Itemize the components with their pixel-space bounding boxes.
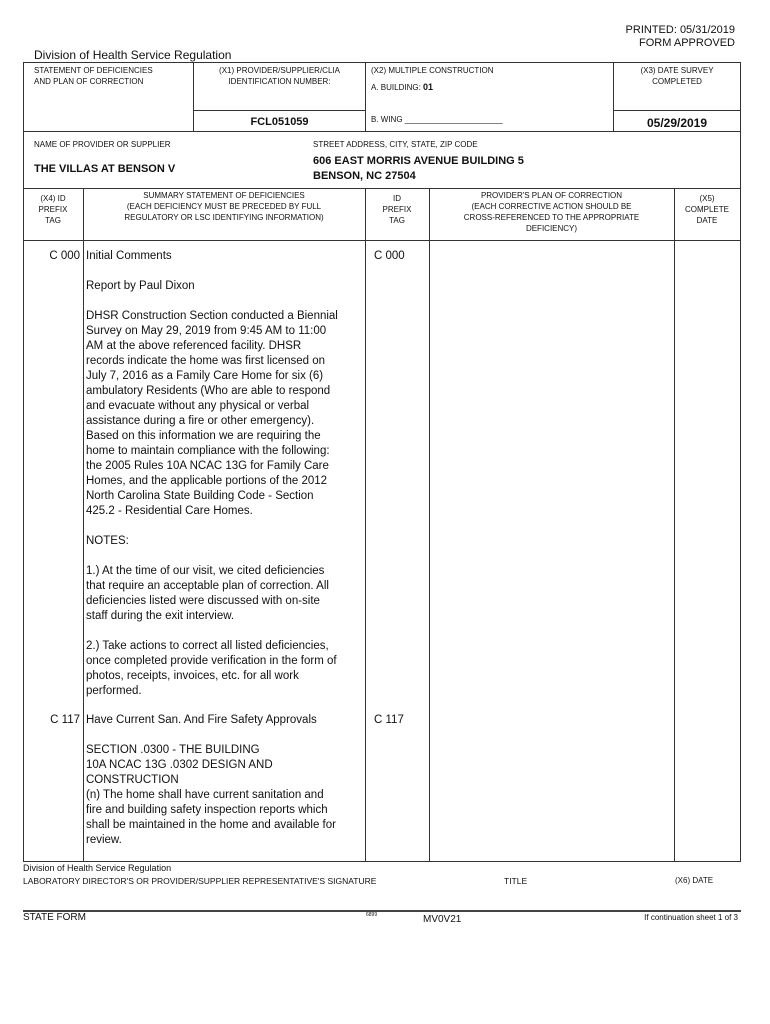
divider [614,110,740,111]
form-approved: FORM APPROVED [639,37,735,49]
agency-title: Division of Health Service Regulation [34,48,232,62]
divider [23,188,741,189]
state-form: STATE FORM [23,912,86,923]
divider [365,188,366,862]
entry-id-tag: C 000 [374,250,405,262]
address-label: STREET ADDRESS, CITY, STATE, ZIP CODE [313,140,478,149]
footer-agency: Division of Health Service Regulation [23,863,172,873]
divider [194,110,365,111]
entry-id-tag: C 117 [374,714,404,726]
entry-paragraph: 2.) Take actions to correct all listed deficiencies, once completed provide verification in the form of photos, receipts, invoices, etc. for all work performed. [86,640,337,697]
continuation-sheet: If continuation sheet 1 of 3 [644,913,738,922]
entry-paragraph: 1.) At the time of our visit, we cited deficiencies that require an acceptable plan of correction. All deficiencies listed were discussed with on-site staff during the exit interview. [86,565,329,622]
printed-date: PRINTED: 05/31/2019 [625,24,735,36]
col-x5-header: (X5) COMPLETE DATE [684,194,729,225]
title-label: TITLE [504,876,528,886]
x6-date-label: (X6) DATE [675,876,714,885]
x3-value: 05/29/2019 [646,116,708,130]
frame-left [23,62,24,862]
entry-tag: C 000 [49,250,80,262]
frame-right [740,62,741,862]
col-x4-header: (X4) ID PREFIX TAG [38,194,68,225]
building-value: 01 [423,82,434,92]
x1-label: (X1) PROVIDER/SUPPLIER/CLIA IDENTIFICATION NUMBER: [219,66,340,86]
entry-body [86,249,364,714]
entry-title: Initial Comments [86,250,172,262]
entry-paragraph: NOTES: [86,535,129,547]
col-id-header: ID PREFIX TAG [382,194,412,225]
entry-paragraph: SECTION .0300 - THE BUILDING 10A NCAC 13G .0302 DESIGN AND CONSTRUCTION (n) The home shall have current sanitation and fire and building safety inspection reports which shall be maintained in the home and available for review. [86,744,336,846]
statement-label: STATEMENT OF DEFICIENCIES AND PLAN OF CORRECTION [34,66,153,86]
signature-label: LABORATORY DIRECTOR'S OR PROVIDER/SUPPLIER REPRESENTATIVE'S SIGNATURE [23,876,377,886]
address-line2: BENSON, NC 27504 [313,170,416,182]
col-summary-header: SUMMARY STATEMENT OF DEFICIENCIES (EACH DEFICIENCY MUST BE PRECEDED BY FULL REGULATORY OR LSC IDENTIFYING INFORMATION) [124,191,324,222]
provider-name: THE VILLAS AT BENSON V [34,163,176,175]
entry-paragraph: DHSR Construction Section conducted a Biennial Survey on May 29, 2019 from 9:45 AM to 11:00 AM at the above referenced facility. DHSR records indicate the home was first licensed on July 7, 2016 as a Family Care Home for six (6) ambulatory Residents (Who are able to respond and evacuate without any physical or verbal assistance during a fire or other emergency). Based on this information we are requiring the home to maintain compliance with the following: the 2005 Rules 10A NCAC 13G for Family Care Homes, and the applicable portions of the 2012 North Carolina State Building Code - Section 425.2 - Residential Care Homes. [86,310,338,517]
entry-tag: C 117 [50,714,80,726]
wing-label: B. WING ______________________ [371,115,503,124]
building-label: A. BUILDING: [371,83,421,92]
building-row [371,82,433,93]
footer-rule [23,910,741,912]
entry-paragraph: Report by Paul Dixon [86,280,195,292]
divider [23,131,741,132]
divider [674,188,675,862]
entry-body [86,713,364,863]
divider [365,62,366,131]
divider [23,240,741,241]
entry-title: Have Current San. And Fire Safety Approvals [86,714,317,726]
divider [429,188,430,862]
x2-label: (X2) MULTIPLE CONSTRUCTION [371,66,494,75]
frame-top [23,62,741,63]
x3-label: (X3) DATE SURVEY COMPLETED [640,66,714,86]
col-plan-header: PROVIDER'S PLAN OF CORRECTION (EACH CORRECTIVE ACTION SHOULD BE CROSS-REFERENCED TO THE APPROPRIATE DEFICIENCY) [463,191,640,233]
form-number: 6899 [366,912,378,918]
x1-value: FCL051059 [250,116,309,128]
provider-name-label: NAME OF PROVIDER OR SUPPLIER [34,140,171,149]
event-id: MV0V21 [423,914,462,925]
address-line1: 606 EAST MORRIS AVENUE BUILDING 5 [313,155,524,167]
divider [83,188,84,862]
